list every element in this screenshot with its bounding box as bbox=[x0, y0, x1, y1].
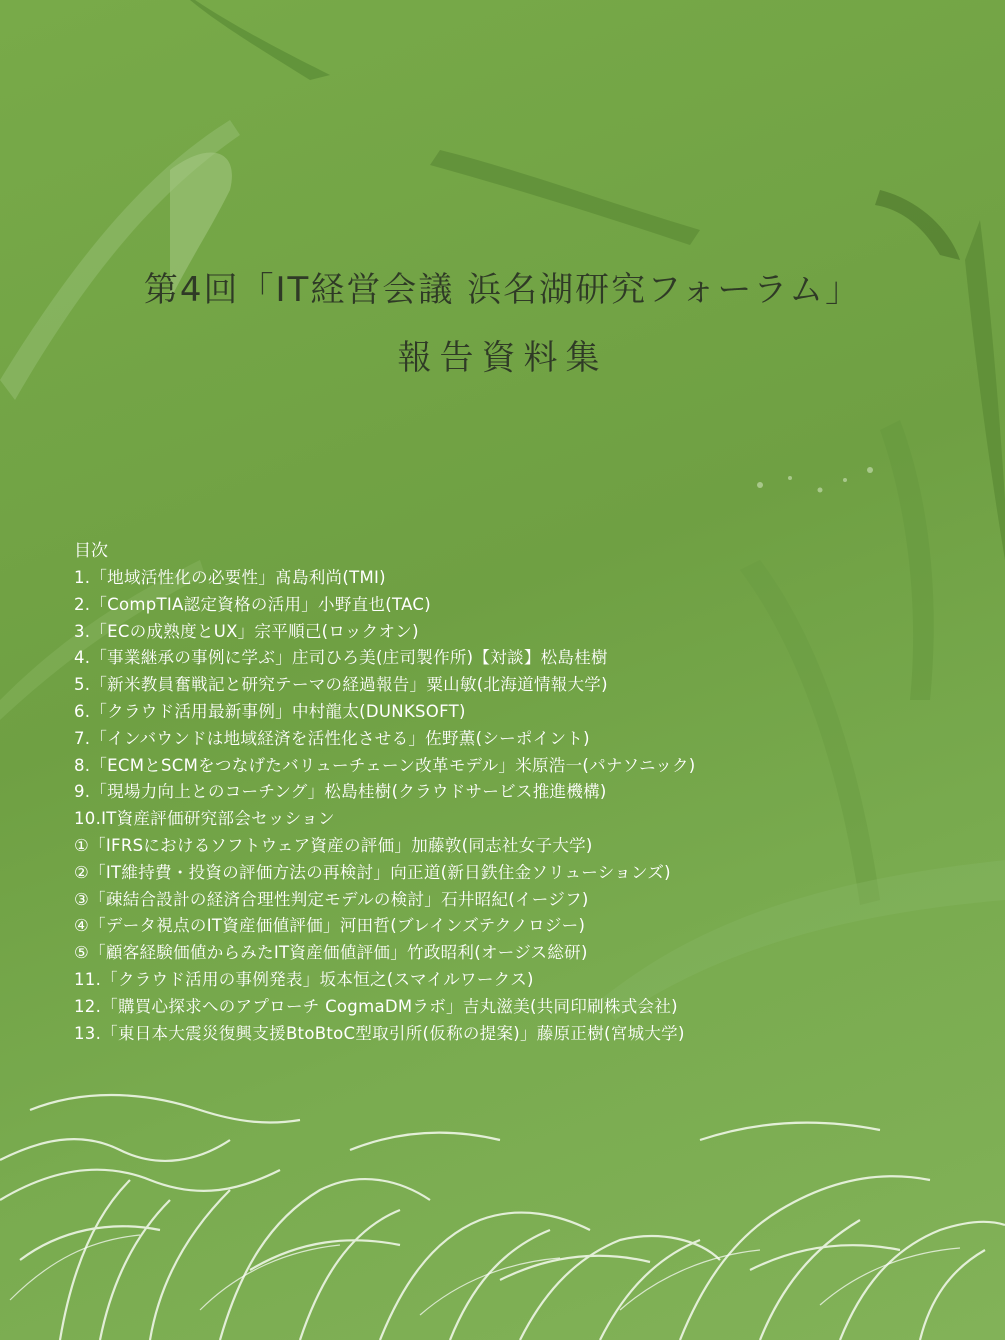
toc-item: 6.「クラウド活用最新事例」中村龍太(DUNKSOFT) bbox=[74, 701, 466, 721]
toc-item: ④「データ視点のIT資産価値評価」河田哲(ブレインズテクノロジー) bbox=[74, 916, 586, 936]
toc-list bbox=[74, 565, 974, 1047]
toc-item: ①「IFRSにおけるソフトウェア資産の評価」加藤敦(同志社女子大学) bbox=[74, 835, 593, 855]
toc-item: 12.「購買心探求へのアプローチ CogmaDMラボ」吉丸滋美(共同印刷株式会社) bbox=[74, 996, 678, 1016]
toc-item: ②「IT維持費・投資の評価方法の再検討」向正道(新日鉄住金ソリューションズ) bbox=[74, 862, 671, 882]
toc-heading: 目次 bbox=[74, 541, 108, 561]
toc-item: 4.「事業継承の事例に学ぶ」庄司ひろ美(庄司製作所)【対談】松島桂樹 bbox=[74, 648, 608, 668]
toc-item: 11.「クラウド活用の事例発表」坂本恒之(スマイルワークス) bbox=[74, 969, 534, 989]
toc-item: 9.「現場力向上とのコーチング」松島桂樹(クラウドサービス推進機構) bbox=[74, 782, 607, 802]
document-subtitle: 報告資料集 bbox=[397, 338, 608, 378]
toc-item: 7.「インバウンドは地域経済を活性化させる」佐野薫(シーポイント) bbox=[74, 728, 590, 748]
toc-item: 3.「ECの成熟度とUX」宗平順己(ロックオン) bbox=[74, 621, 419, 641]
toc-item: 2.「CompTIA認定資格の活用」小野直也(TAC) bbox=[74, 594, 431, 614]
document-title: 第4回「IT経営会議 浜名湖研究フォーラム」 bbox=[143, 270, 862, 310]
toc-item: 13.「東日本大震災復興支援BtoBtoC型取引所(仮称の提案)」藤原正樹(宮城大学) bbox=[74, 1023, 685, 1043]
toc-item: 8.「ECMとSCMをつなげたバリューチェーン改革モデル」米原浩一(パナソニック) bbox=[74, 755, 696, 775]
table-of-contents bbox=[74, 538, 974, 1047]
toc-item: 1.「地域活性化の必要性」髙島利尚(TMI) bbox=[74, 568, 386, 587]
toc-item: ⑤「顧客経験価値からみたIT資産価値評価」竹政昭利(オージス総研) bbox=[74, 943, 588, 963]
toc-item: ③「疎結合設計の経済合理性判定モデルの検討」石井昭紀(イージフ) bbox=[74, 889, 589, 909]
toc-item: 5.「新米教員奮戦記と研究テーマの経過報告」粟山敏(北海道情報大学) bbox=[74, 675, 608, 695]
toc-item: 10.IT資産評価研究部会セッション bbox=[74, 809, 335, 829]
